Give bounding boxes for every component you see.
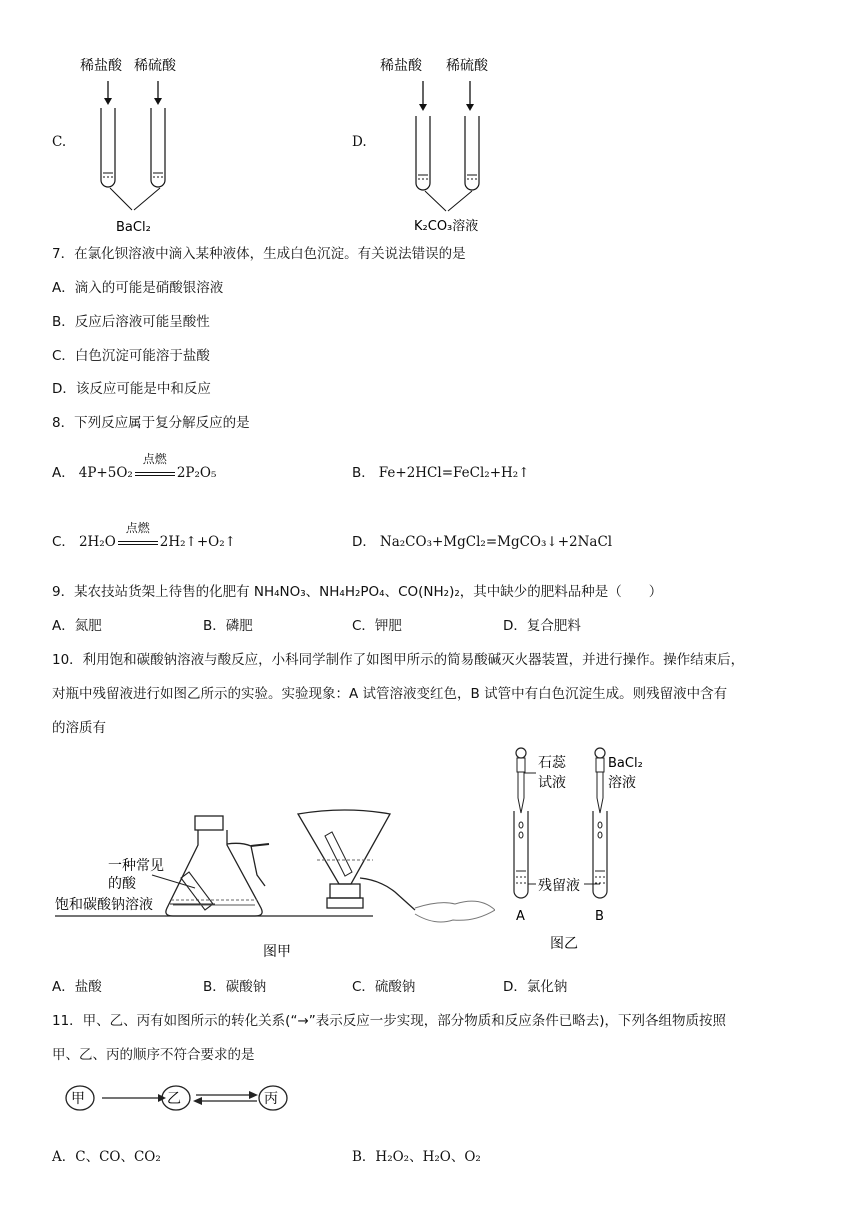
node-bing: 丙 xyxy=(264,1091,278,1107)
c-right-reagent: 稀硫酸 xyxy=(134,58,176,74)
yi-tube-b: B xyxy=(595,909,604,924)
q8-option-b: B． Fe+2HCl=FeCl₂+H₂↑ xyxy=(352,465,530,481)
yi-caption: 图乙 xyxy=(550,936,578,952)
q8-option-c: C． 2H₂O 点燃 2H₂↑+O₂↑ xyxy=(52,521,236,550)
q10-figure-jia xyxy=(55,800,495,965)
yi-tube-a: A xyxy=(516,909,525,924)
q9-option-b: B．磷肥 xyxy=(203,618,253,634)
q7-option-a: A．滴入的可能是硝酸银溶液 xyxy=(52,280,224,296)
q11-option-a: A．C、CO、CO₂ xyxy=(52,1149,161,1165)
q8-stem: 8．下列反应属于复分解反应的是 xyxy=(52,415,250,431)
q6-option-d-figure xyxy=(372,48,532,238)
q7-stem: 7．在氯化钡溶液中滴入某种液体，生成白色沉淀。有关说法错误的是 xyxy=(52,246,466,262)
d-bottom-label: K₂CO₃溶液 xyxy=(414,219,479,234)
c-left-reagent: 稀盐酸 xyxy=(80,58,122,74)
q10-option-b: B．碳酸钠 xyxy=(203,979,267,995)
q8-option-a: A． 4P+5O₂ 点燃 2P₂O₅ xyxy=(52,452,217,481)
q11-stem-line2: 甲、乙、丙的顺序不符合要求的是 xyxy=(52,1047,255,1063)
node-yi: 乙 xyxy=(167,1091,181,1107)
q10-stem-line3: 的溶质有 xyxy=(52,720,106,736)
q11-stem-line1: 11．甲、乙、丙有如图所示的转化关系(“→”表示反应一步实现，部分物质和反应条件已略去)，下列各组物质按照 xyxy=(52,1013,727,1029)
jia-acid-label-2: 的酸 xyxy=(108,876,136,892)
jia-caption: 图甲 xyxy=(263,944,291,960)
q8-option-d: D． Na₂CO₃+MgCl₂=MgCO₃↓+2NaCl xyxy=(352,534,613,550)
q10-figure-yi xyxy=(500,743,660,958)
q7-option-c: C．白色沉淀可能溶于盐酸 xyxy=(52,348,210,364)
d-left-reagent: 稀盐酸 xyxy=(380,58,422,74)
c-bottom-label: BaCl₂ xyxy=(116,220,151,235)
q6-option-d-label: D. xyxy=(352,134,367,150)
q10-stem-line2: 对瓶中残留液进行如图乙所示的实验。实验现象：A 试管溶液变红色，B 试管中有白色沉淀生成。则残留液中含有 xyxy=(52,686,728,702)
q11-option-b: B．H₂O₂、H₂O、O₂ xyxy=(352,1149,481,1165)
q10-option-d: D．氯化钠 xyxy=(503,979,568,995)
q9-stem: 9．某农技站货架上待售的化肥有 NH₄NO₃、NH₄H₂PO₄、CO(NH₂)₂，其中缺少的肥料品种是（ ） xyxy=(52,584,663,600)
q11-diagram xyxy=(62,1083,302,1117)
node-jia: 甲 xyxy=(71,1091,85,1107)
q9-option-c: C．钾肥 xyxy=(352,618,402,634)
d-right-reagent: 稀硫酸 xyxy=(446,58,488,74)
q9-option-d: D．复合肥料 xyxy=(503,618,581,634)
yi-reagent-a-1: 石蕊 xyxy=(538,755,566,771)
yi-residue-label: 残留液 xyxy=(538,878,580,894)
yi-reagent-b-2: 溶液 xyxy=(608,775,636,791)
q10-option-a: A．盐酸 xyxy=(52,979,102,995)
yi-reagent-b-1: BaCl₂ xyxy=(608,756,643,771)
q7-option-d: D．该反应可能是中和反应 xyxy=(52,381,211,397)
q6-option-c-label: C. xyxy=(52,134,67,150)
q10-stem-line1: 10．利用饱和碳酸钠溶液与酸反应，小科同学制作了如图甲所示的简易酸碱灭火器装置，并进行操作。操作结束后， xyxy=(52,652,745,668)
jia-acid-label-1: 一种常见 xyxy=(108,858,164,874)
q7-option-b: B．反应后溶液可能呈酸性 xyxy=(52,314,210,330)
q6-option-c-figure xyxy=(72,48,222,238)
q10-option-c: C．硫酸钠 xyxy=(352,979,416,995)
jia-solution-label: 饱和碳酸钠溶液 xyxy=(55,897,153,913)
q9-option-a: A．氮肥 xyxy=(52,618,102,634)
yi-reagent-a-2: 试液 xyxy=(538,775,566,791)
